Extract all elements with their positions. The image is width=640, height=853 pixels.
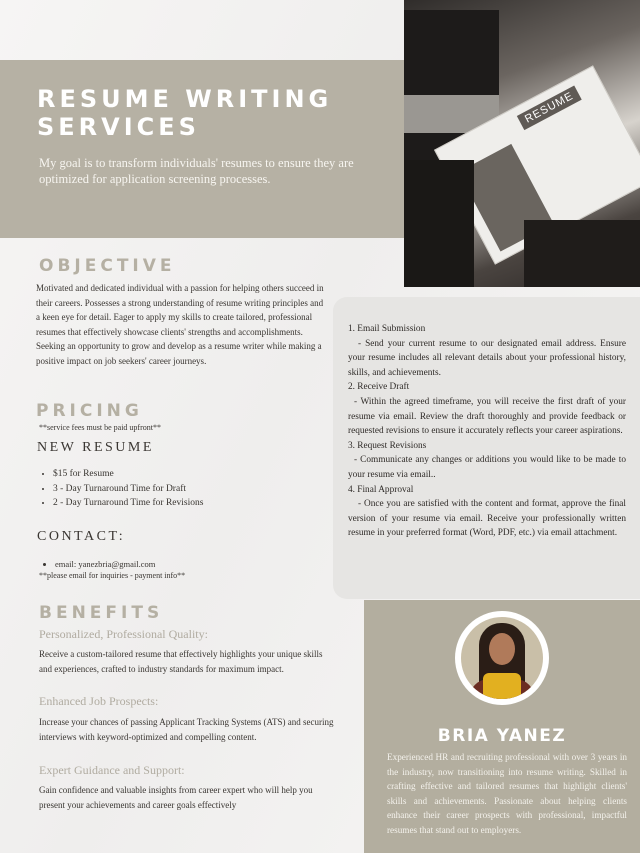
pricing-list [38,467,203,511]
resume-paper-label: RESUME [517,85,582,130]
step-title: 4. Final Approval [348,484,414,495]
pricing-item: • $15 for Resume [53,467,203,482]
title-line-2: SERVICES [37,113,200,141]
step-title: 3. Request Revisions [348,440,427,451]
page-title [37,85,332,141]
step-text: - Communicate any changes or additions you would like to be made to your resume via email.. [348,455,626,480]
pricing-note: **service fees must be paid upfront** [39,423,161,432]
benefit-title: Personalized, Professional Quality: [39,627,208,641]
pricing-heading: PRICING [36,401,143,421]
step-text: - Send your current resume to our designated email address. Ensure your resume includes all relevant details about your professional history, skills, and achievements. [348,338,626,378]
avatar-scarf [483,673,521,699]
title-line-1: RESUME WRITING [37,85,333,113]
step-text: - Within the agreed timeframe, you will receive the first draft of your resume via email. Review the draft thoroughly and provide feedback or requested revisions to ensure it accurately reflects your career aspirations. [348,396,626,437]
objective-heading: OBJECTIVE [39,256,176,276]
contact-note: **please email for inquiries - payment info** [39,571,186,580]
sleeve-shape [404,160,474,287]
step-title: 2. Receive Draft [348,382,410,393]
contact-heading: CONTACT: [37,529,126,544]
avatar-face [489,633,515,665]
hero-photo [404,0,640,287]
contact-list [40,557,155,572]
benefit-title: Enhanced Job Prospects: [39,694,159,708]
benefit-text: Receive a custom-tailored resume that effectively highlights your unique skills and experiences, crafted to industry standards for maximum impact. [39,649,323,674]
step-title: 1. Email Submission [348,324,426,334]
benefit-text: Increase your chances of passing Applicant Tracking Systems (ATS) and securing interviews with keyword-optimized and compelling content. [39,717,334,742]
new-resume-heading: NEW RESUME [37,440,154,455]
contact-email[interactable]: • email: yanezbria@gmail.com [55,557,155,572]
process-steps [348,322,626,541]
sleeve-shape-2 [524,220,640,287]
benefit-text: Gain confidence and valuable insights from career expert who will help you present your achievements and career goals effectively [39,785,313,810]
benefits-heading: BENEFITS [39,603,164,623]
profile-name: BRIA YANEZ [437,726,567,746]
objective-text: Motivated and dedicated individual with a passion for helping others succeed in their careers. Possesses a strong understanding of resume writing principles and a keen eye for detail. Eager to apply my skills to create tailored, professional resumes that effectively showcase clients' strengths and accomplishments. Seeking an opportunity to grow and develop as a resume writer while making a positive impact on job seekers' career journeys. [36,283,324,366]
benefit-title: Expert Guidance and Support: [39,763,185,777]
pricing-item: • 2 - Day Turnaround Time for Revisions [53,496,203,511]
pricing-item: • 3 - Day Turnaround Time for Draft [53,482,203,497]
step-text: - Once you are satisfied with the content and format, approve the final version of your resume via email. Receive your professionally written resume in your preferred format (Word, PDF, etc.) via email attachment. [348,499,626,539]
avatar [461,617,543,699]
profile-bio: Experienced HR and recruiting professional with over 3 years in the industry, now transitioning into resume writing. Skilled in crafting effective and tailored resumes that highlight clients' skills and achievements. Passionate about helping clients enhance their career prospects with professional, impactful resumes that stand out to employers. [387,752,627,835]
page-subtitle: My goal is to transform individuals' resumes to ensure they are optimized for application screening processes. [39,156,354,186]
